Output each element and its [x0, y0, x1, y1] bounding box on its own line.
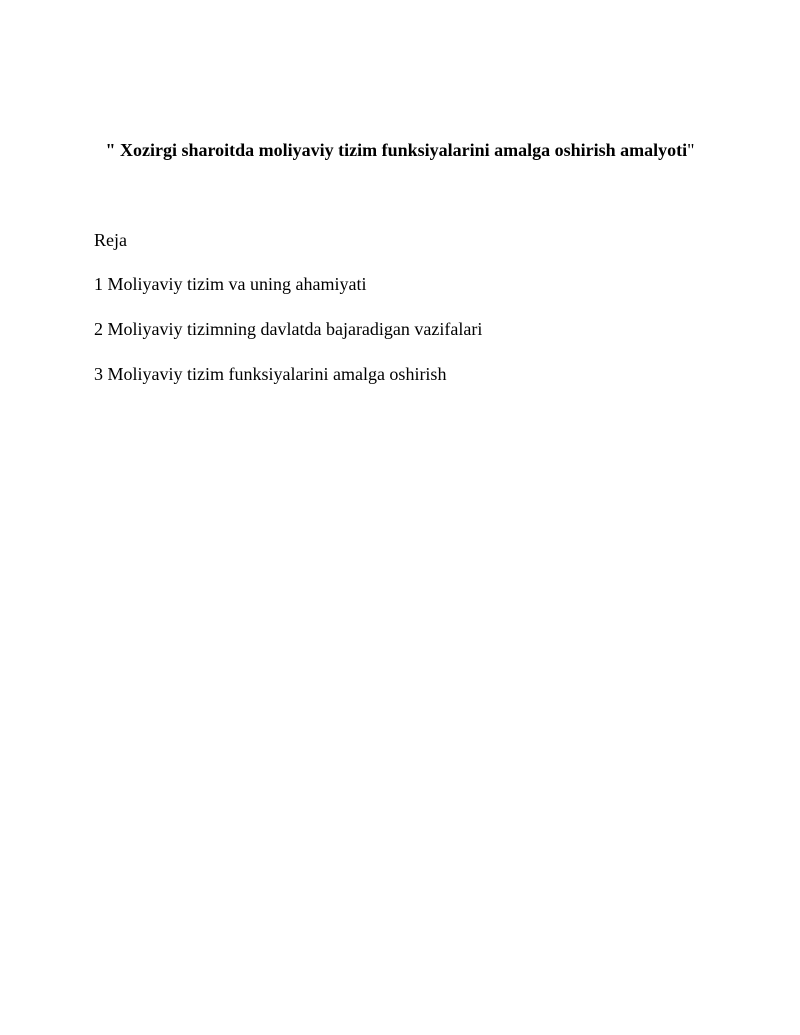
document-title: [0, 138, 800, 162]
title-text: Xozirgi sharoitda moliyaviy tizim funksiyalarini amalga oshirish amalyoti: [119, 140, 688, 160]
plan-item-2: 2 Moliyaviy tizimning davlatda bajaradigan vazifalari: [94, 319, 483, 339]
title-open-quote: ": [105, 140, 120, 160]
plan-item-1: 1 Moliyaviy tizim va uning ahamiyati: [94, 274, 367, 294]
title-close-quote: ": [687, 140, 695, 160]
plan-heading: Reja: [94, 230, 127, 250]
plan-item-3: 3 Moliyaviy tizim funksiyalarini amalga oshirish: [94, 364, 447, 384]
